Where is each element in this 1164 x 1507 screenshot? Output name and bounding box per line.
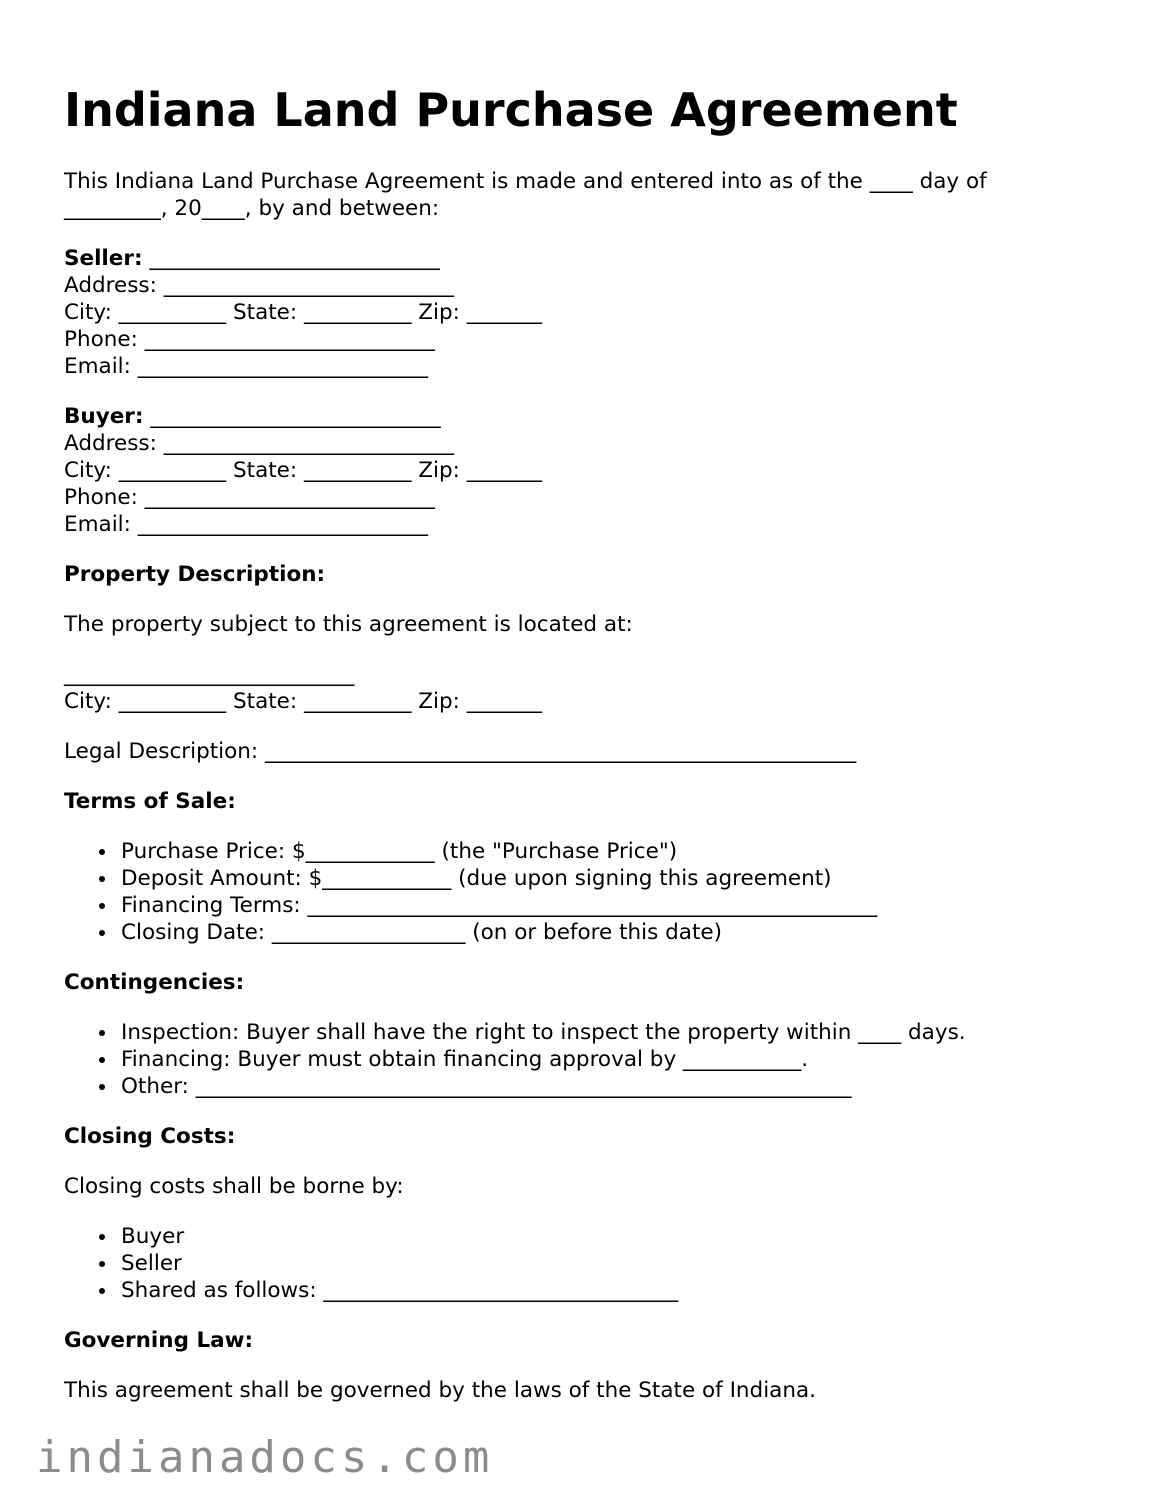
intro-line-1: This Indiana Land Purchase Agreement is made and entered into as of the ____ day of	[64, 169, 987, 194]
governing-law-heading: Governing Law:	[64, 1328, 254, 1353]
watermark: indianadocs.com	[36, 1432, 494, 1483]
closing-costs-intro: Closing costs shall be borne by:	[64, 1174, 404, 1199]
buyer-city-state-zip-line: City: __________ State: __________ Zip: _______	[64, 458, 542, 483]
document-title: Indiana Land Purchase Agreement	[64, 83, 958, 137]
buyer-block	[64, 403, 1124, 538]
buyer-phone-line: Phone: ___________________________	[64, 485, 435, 510]
seller-name-line	[64, 245, 1124, 272]
list-item: Financing Terms: _____________________________________________________	[121, 892, 1124, 919]
list-item: Shared as follows: _________________________________	[121, 1277, 1124, 1304]
list-item: Buyer	[121, 1223, 1124, 1250]
seller-name-blank: ___________________________	[149, 246, 440, 271]
list-item: Seller	[121, 1250, 1124, 1277]
list-item: Closing Date: __________________ (on or before this date)	[121, 919, 1124, 946]
governing-law-text: This agreement shall be governed by the laws of the State of Indiana.	[64, 1378, 816, 1403]
terms-list	[64, 838, 1124, 946]
buyer-name-line	[64, 403, 1124, 430]
seller-email-line: Email: ___________________________	[64, 354, 428, 379]
seller-label: Seller:	[64, 246, 143, 271]
property-address-blank: ___________________________	[64, 662, 355, 687]
list-item: Other: _____________________________________________________________	[121, 1073, 1124, 1100]
property-city-state-zip-line: City: __________ State: __________ Zip: _______	[64, 689, 542, 714]
closing-costs-list	[64, 1223, 1124, 1304]
property-heading: Property Description:	[64, 562, 326, 587]
document-body	[64, 168, 1124, 1427]
buyer-name-blank: ___________________________	[150, 404, 441, 429]
buyer-label: Buyer:	[64, 404, 144, 429]
seller-address-line: Address: ___________________________	[64, 273, 454, 298]
closing-costs-heading: Closing Costs:	[64, 1124, 236, 1149]
property-intro: The property subject to this agreement is located at:	[64, 612, 633, 637]
list-item: Financing: Buyer must obtain financing approval by ___________.	[121, 1046, 1124, 1073]
intro-line-2: _________, 20____, by and between:	[64, 196, 440, 221]
list-item: Purchase Price: $____________ (the "Purchase Price")	[121, 838, 1124, 865]
contingencies-list	[64, 1019, 1124, 1100]
seller-phone-line: Phone: ___________________________	[64, 327, 435, 352]
list-item: Deposit Amount: $____________ (due upon signing this agreement)	[121, 865, 1124, 892]
buyer-address-line: Address: ___________________________	[64, 431, 454, 456]
legal-description-line: Legal Description: _______________________________________________________	[64, 739, 857, 764]
seller-block	[64, 245, 1124, 380]
property-address-block	[64, 661, 1124, 715]
terms-heading: Terms of Sale:	[64, 789, 236, 814]
contingencies-heading: Contingencies:	[64, 970, 245, 995]
seller-city-state-zip-line: City: __________ State: __________ Zip: _______	[64, 300, 542, 325]
buyer-email-line: Email: ___________________________	[64, 512, 428, 537]
intro-paragraph	[64, 168, 1124, 222]
list-item: Inspection: Buyer shall have the right to inspect the property within ____ days.	[121, 1019, 1124, 1046]
